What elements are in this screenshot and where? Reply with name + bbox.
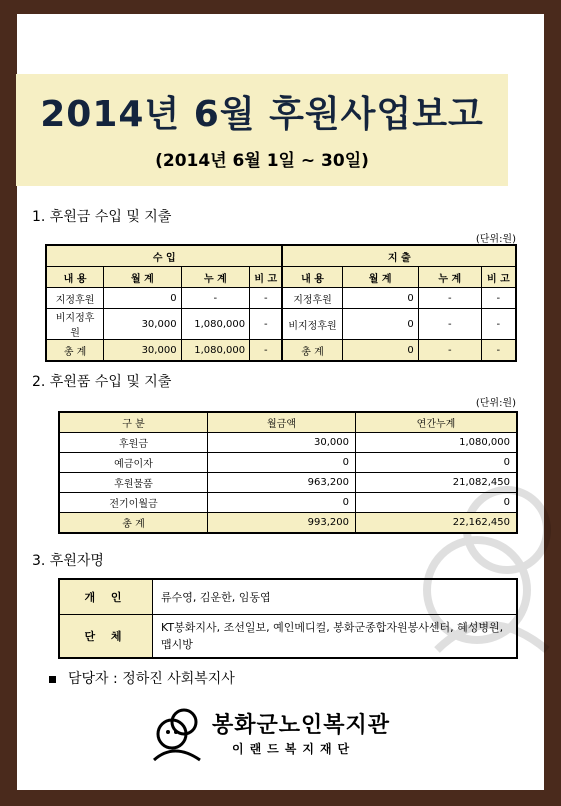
col-header: 누 계 (418, 267, 481, 288)
manager-line (49, 668, 235, 688)
cell: 0 (208, 453, 356, 473)
cell: 22,162,450 (356, 513, 518, 534)
sponsor-label: 단 체 (59, 615, 153, 659)
cell: 963,200 (208, 473, 356, 493)
cell: - (250, 288, 283, 309)
cell: 총 계 (282, 340, 342, 362)
goods-table (58, 411, 518, 534)
cell: - (250, 340, 283, 362)
table-row (46, 288, 516, 309)
cell: - (418, 340, 481, 362)
sponsor-label: 개 인 (59, 579, 153, 615)
cell: 비지정후원 (46, 309, 104, 340)
cell: 30,000 (208, 433, 356, 453)
col-header: 비 고 (481, 267, 516, 288)
col-header: 비 고 (250, 267, 283, 288)
cell: 1,080,000 (181, 340, 250, 362)
cell: 총 계 (59, 513, 208, 534)
organization-foundation: 이랜드복지재단 (232, 742, 356, 756)
col-header: 구 분 (59, 412, 208, 433)
col-header: 월금액 (208, 412, 356, 433)
cell: 993,200 (208, 513, 356, 534)
cell: 1,080,000 (181, 309, 250, 340)
table-row (59, 615, 517, 659)
cell: 0 (356, 453, 518, 473)
page-subtitle: (2014년 6월 1일 ~ 30일) (155, 151, 369, 171)
col-header: 누 계 (181, 267, 250, 288)
cell: 지정후원 (46, 288, 104, 309)
manager-text: 담당자 : 정하진 사회복지사 (68, 671, 235, 687)
table-row (46, 309, 516, 340)
cell: 30,000 (104, 340, 181, 362)
cell: 총 계 (46, 340, 104, 362)
bullet-icon (49, 676, 56, 683)
section2-unit: (단위:원) (475, 398, 516, 409)
table-row (59, 433, 517, 453)
expense-header: 지 출 (282, 245, 516, 267)
col-header: 월 계 (342, 267, 418, 288)
cell: 지정후원 (282, 288, 342, 309)
cell: 1,080,000 (356, 433, 518, 453)
organization-name: 봉화군노인복지관 (212, 713, 391, 738)
cell: - (481, 309, 516, 340)
cell: - (250, 309, 283, 340)
cell: 0 (342, 340, 418, 362)
cell: 30,000 (104, 309, 181, 340)
col-header: 내 용 (46, 267, 104, 288)
cell: 0 (356, 493, 518, 513)
table-row-total (59, 513, 517, 534)
cell: 후원물품 (59, 473, 208, 493)
elderly-couple-logo-icon (150, 702, 206, 762)
organization-logo (150, 700, 410, 770)
col-header: 내 용 (282, 267, 342, 288)
cell: - (481, 288, 516, 309)
table-row (59, 473, 517, 493)
cell: 비지정후원 (282, 309, 342, 340)
page-title: 2014년 6월 후원사업보고 (40, 94, 484, 135)
cell: 21,082,450 (356, 473, 518, 493)
income-header: 수 입 (46, 245, 282, 267)
cell: 0 (342, 309, 418, 340)
section1-heading: 1. 후원금 수입 및 지출 (32, 209, 172, 225)
sponsor-value: 류수영, 김운한, 임동엽 (153, 579, 518, 615)
cell: 전기이월금 (59, 493, 208, 513)
income-expense-table (45, 244, 517, 362)
col-header: 연간누계 (356, 412, 518, 433)
cell: 0 (208, 493, 356, 513)
cell: - (481, 340, 516, 362)
sponsor-table (58, 578, 518, 659)
cell: 0 (342, 288, 418, 309)
cell: - (181, 288, 250, 309)
col-header: 월 계 (104, 267, 181, 288)
table-row (59, 493, 517, 513)
section2-heading: 2. 후원품 수입 및 지출 (32, 374, 172, 390)
table-row-total (46, 340, 516, 362)
table-row (59, 579, 517, 615)
table-row (59, 453, 517, 473)
cell: 후원금 (59, 433, 208, 453)
cell: - (418, 309, 481, 340)
cell: 예금이자 (59, 453, 208, 473)
sponsor-value: KT봉화지사, 조선일보, 예인메디컬, 봉화군종합자원봉사센터, 혜성병원, 맵시방 (153, 615, 518, 659)
cell: - (418, 288, 481, 309)
section1-unit: (단위:원) (475, 234, 516, 245)
cell: 0 (104, 288, 181, 309)
section3-heading: 3. 후원자명 (32, 553, 104, 569)
